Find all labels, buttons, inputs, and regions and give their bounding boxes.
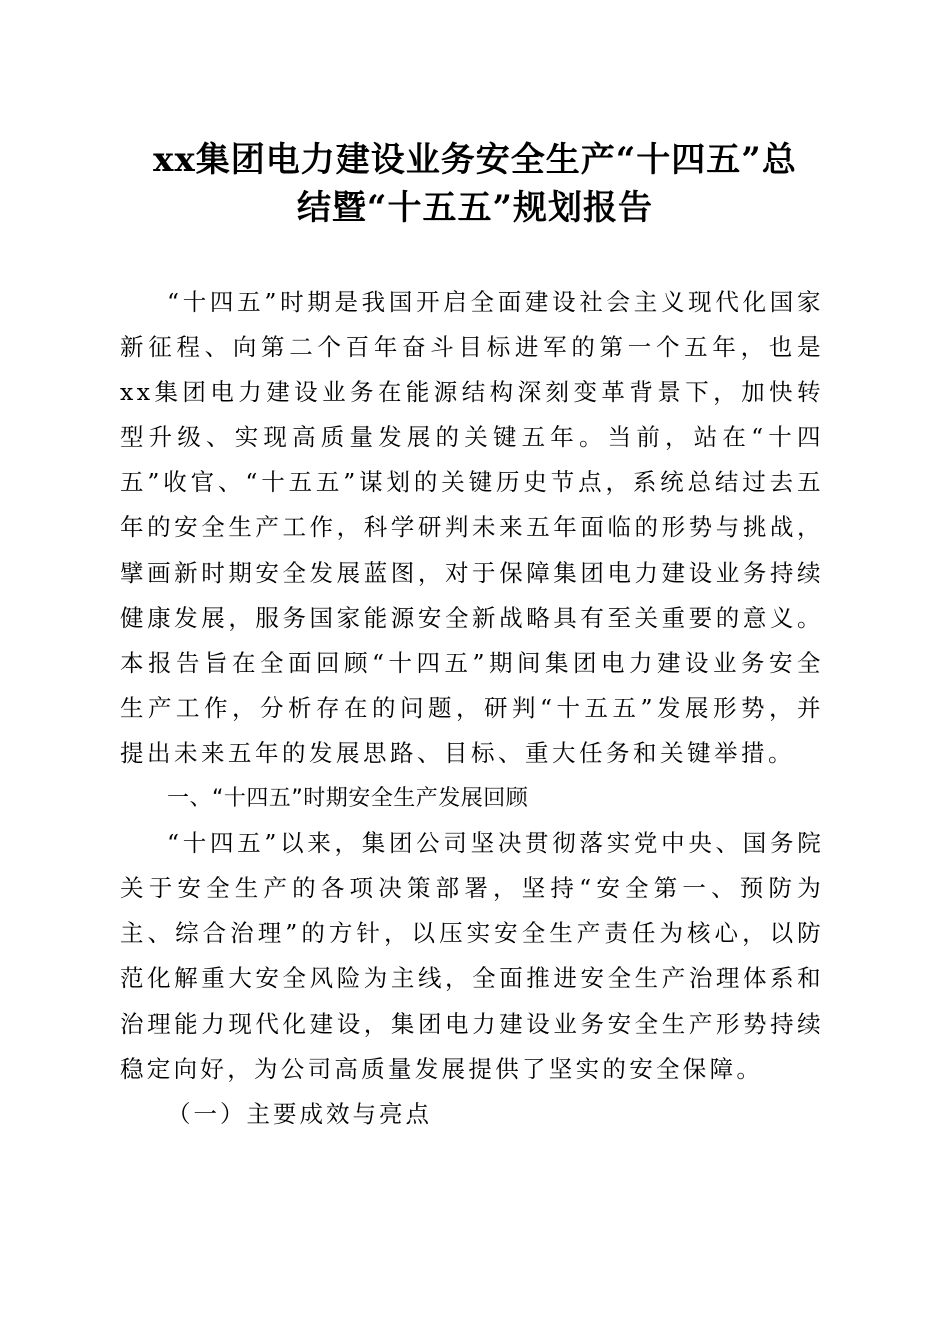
document-body: [120, 280, 824, 1137]
subsection-1-heading: （一）主要成效与亮点: [167, 1099, 432, 1128]
section-1-heading: 一、“十四五”时期安全生产发展回顾: [167, 786, 529, 812]
document-title: [100, 136, 850, 232]
document-title-line-1: xx集团电力建设业务安全生产“十四五”总: [153, 140, 797, 180]
document-title-line-2: 结暨“十五五”规划报告: [296, 188, 654, 228]
intro-paragraph: “十四五”时期是我国开启全面建设社会主义现代化国家新征程、向第二个百年奋斗目标进军的第一个五年，也是xx集团电力建设业务在能源结构深刻变革背景下，加快转型升级、实现高质量发展的关键五年。当前，站在“十四五”收官、“十五五”谋划的关键历史节点，系统总结过去五年的安全生产工作，科学研判未来五年面临的形势与挑战，擘画新时期安全发展蓝图，对于保障集团电力建设业务持续健康发展，服务国家能源安全新战略具有至关重要的意义。本报告旨在全面回顾“十四五”期间集团电力建设业务安全生产工作，分析存在的问题，研判“十五五”发展形势，并提出未来五年的发展思路、目标、重大任务和关键举措。: [120, 288, 824, 767]
section-1-paragraph: “十四五”以来，集团公司坚决贯彻落实党中央、国务院关于安全生产的各项决策部署，坚持“安全第一、预防为主、综合治理”的方针，以压实安全生产责任为核心，以防范化解重大安全风险为主线，全面推进安全生产治理体系和治理能力现代化建设，集团电力建设业务安全生产形势持续稳定向好，为公司高质量发展提供了坚实的安全保障。: [120, 829, 824, 1083]
